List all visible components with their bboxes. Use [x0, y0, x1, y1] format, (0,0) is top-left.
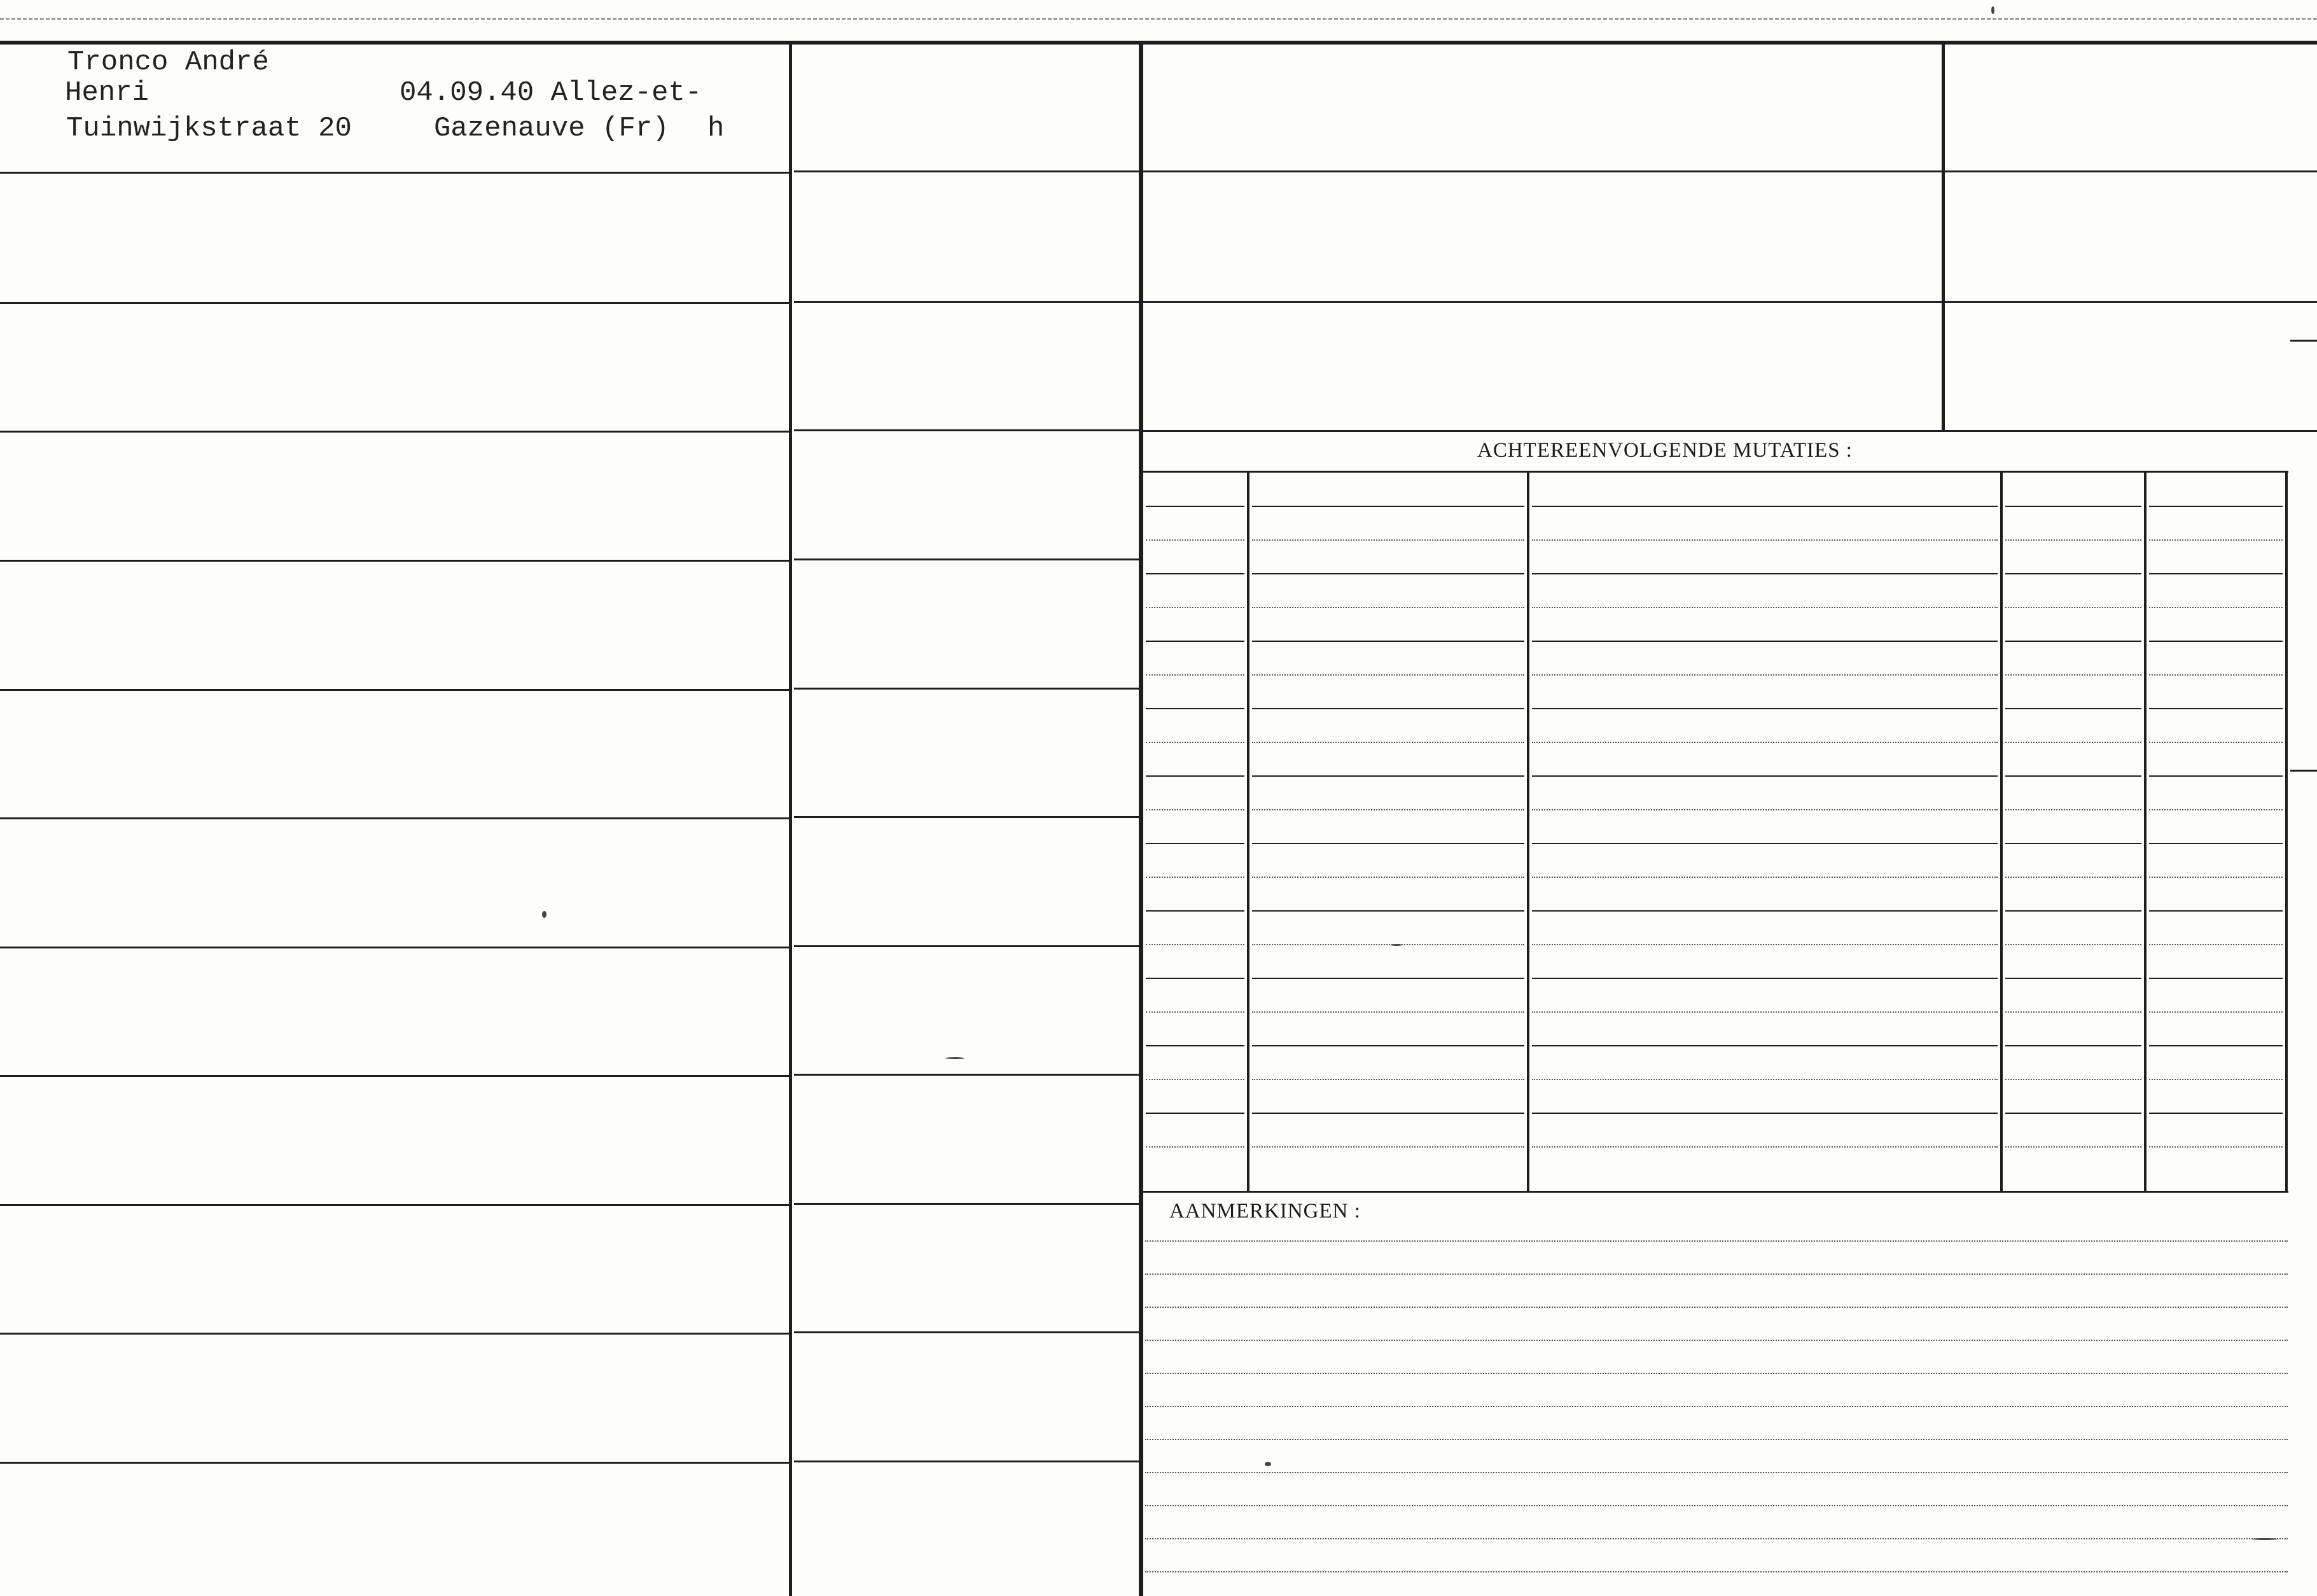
aanmerkingen-line: [1145, 1240, 2288, 1242]
mutaties-row-line: [1252, 1113, 1524, 1114]
mutaties-row-line: [1252, 506, 1524, 507]
mutaties-row-line: [1146, 674, 1244, 676]
right-top-row-rule-3: [1143, 430, 2317, 432]
mutaties-row-line: [1532, 607, 1998, 608]
mutaties-row-line: [1252, 910, 1524, 912]
right-top-row-rule-2: [1143, 301, 2317, 303]
mutaties-row-line: [2005, 506, 2141, 507]
mutaties-row-line: [1532, 1011, 1998, 1013]
scan-speck: [1265, 1462, 1271, 1466]
mutaties-row-line: [1532, 1045, 1998, 1046]
mutaties-row-line: [1252, 1079, 1524, 1080]
mutaties-row-line: [2149, 1079, 2283, 1080]
mutaties-row-line: [2149, 742, 2283, 743]
mutaties-row-line: [2149, 1113, 2283, 1114]
mutaties-row-line: [2005, 573, 2141, 574]
address: Tuinwijkstraat 20: [66, 113, 352, 144]
name-line-1: Tronco André: [67, 46, 269, 78]
mutaties-row-line: [2149, 573, 2283, 574]
mutaties-heading: ACHTEREENVOLGENDE MUTATIES :: [1477, 439, 1853, 462]
mutaties-row-line: [2149, 910, 2283, 912]
mutaties-row-line: [1146, 573, 1244, 574]
birth-place-continued: Gazenauve (Fr): [434, 113, 669, 144]
mutaties-row-line: [1532, 742, 1998, 743]
mutaties-row-line: [2149, 607, 2283, 608]
middle-row-rule: [794, 688, 1139, 690]
mutaties-row-line: [1252, 573, 1524, 574]
mutaties-row-line: [2149, 506, 2283, 507]
mutaties-row-line: [1146, 1045, 1244, 1046]
mutaties-row-line: [2005, 1146, 2141, 1148]
mutaties-row-line: [1252, 775, 1524, 777]
mutaties-row-line: [1252, 641, 1524, 642]
mutaties-row-line: [2149, 843, 2283, 844]
mutaties-row-line: [1532, 809, 1998, 810]
mutaties-row-line: [1532, 1146, 1998, 1148]
middle-row-rule: [794, 429, 1139, 431]
mutaties-row-line: [2005, 674, 2141, 676]
scan-speck: [945, 1057, 964, 1059]
mutaties-row-line: [2005, 1011, 2141, 1013]
mutaties-row-line: [2005, 809, 2141, 810]
scan-speck: [542, 911, 546, 918]
mutaties-row-line: [1532, 506, 1998, 507]
mutaties-row-line: [1146, 944, 1244, 945]
mutaties-row-line: [2005, 843, 2141, 844]
mutaties-row-line: [1532, 910, 1998, 912]
left-row-rule: [0, 1204, 789, 1206]
mutaties-row-line: [2149, 708, 2283, 709]
mutaties-row-line: [2149, 775, 2283, 777]
mutaties-row-line: [1252, 1045, 1524, 1046]
mutaties-row-line: [1252, 1011, 1524, 1013]
mutaties-row-line: [1252, 1146, 1524, 1148]
column-divider-center: [1139, 45, 1143, 1596]
mutaties-row-line: [1146, 1079, 1244, 1080]
right-top-row-rule-1: [1143, 170, 2317, 172]
mutaties-col-3: [2000, 472, 2003, 1192]
mutaties-row-line: [2005, 1045, 2141, 1046]
mutaties-row-line: [1532, 877, 1998, 878]
mutaties-row-line: [2005, 607, 2141, 608]
mutaties-row-line: [1146, 910, 1244, 912]
left-row-rule: [0, 1333, 789, 1335]
mutaties-row-line: [2005, 877, 2141, 878]
mutaties-row-line: [2005, 910, 2141, 912]
mutaties-row-line: [1252, 978, 1524, 979]
aanmerkingen-line: [1145, 1340, 2288, 1341]
middle-row-rule: [794, 1203, 1139, 1205]
sex-code: h: [707, 113, 725, 144]
mutaties-row-line: [1532, 1113, 1998, 1114]
aanmerkingen-line: [1145, 1273, 2288, 1275]
left-row-rule: [0, 431, 789, 433]
mutaties-col-2: [1527, 472, 1529, 1192]
left-row-rule: [0, 560, 789, 562]
mutaties-row-line: [1252, 708, 1524, 709]
mutaties-top-rule: [1143, 471, 2288, 473]
top-edge-artifact: [0, 18, 2317, 20]
mutaties-row-line: [2005, 1113, 2141, 1114]
mutaties-col-1: [1247, 472, 1249, 1192]
middle-row-rule: [794, 816, 1139, 818]
aanmerkingen-line: [1145, 1307, 2288, 1308]
aanmerkingen-heading: AANMERKINGEN :: [1169, 1200, 1361, 1223]
mutaties-row-line: [1532, 1079, 1998, 1080]
mutaties-row-line: [1532, 775, 1998, 777]
top-rule: [0, 41, 2317, 45]
mutaties-row-line: [1532, 641, 1998, 642]
mutaties-col-4: [2144, 472, 2147, 1192]
mutaties-row-line: [2149, 809, 2283, 810]
mutaties-row-line: [2149, 539, 2283, 541]
left-row-rule: [0, 689, 789, 691]
mutaties-row-line: [2149, 641, 2283, 642]
mutaties-row-line: [1252, 539, 1524, 541]
mutaties-row-line: [2005, 775, 2141, 777]
mutaties-row-line: [2149, 1146, 2283, 1148]
mutaties-row-line: [2149, 1045, 2283, 1046]
left-row-rule: [0, 172, 789, 174]
mutaties-row-line: [1532, 573, 1998, 574]
mutaties-row-line: [1146, 775, 1244, 777]
aanmerkingen-line: [1145, 1373, 2288, 1374]
mutaties-row-line: [1532, 674, 1998, 676]
mutaties-row-line: [1252, 607, 1524, 608]
left-row-rule: [0, 1075, 789, 1077]
mutaties-row-line: [1252, 742, 1524, 743]
mutaties-row-line: [1146, 1146, 1244, 1148]
aanmerkingen-line: [1145, 1538, 2288, 1539]
middle-row-rule: [794, 1331, 1139, 1333]
scan-speck: [1391, 944, 1402, 946]
middle-row-rule: [794, 1074, 1139, 1076]
aanmerkingen-line: [1145, 1571, 2288, 1572]
margin-tick-1: [2290, 340, 2317, 342]
mutaties-row-line: [1146, 641, 1244, 642]
mutaties-row-line: [2149, 877, 2283, 878]
mutaties-row-line: [2005, 742, 2141, 743]
mutaties-row-line: [1532, 978, 1998, 979]
mutaties-row-line: [1252, 843, 1524, 844]
mutaties-row-line: [1146, 539, 1244, 541]
mutaties-bottom-rule: [1143, 1191, 2288, 1193]
left-row-rule: [0, 947, 789, 948]
mutaties-row-line: [2149, 1011, 2283, 1013]
aanmerkingen-line: [1145, 1439, 2288, 1440]
mutaties-col-right: [2285, 472, 2288, 1192]
mutaties-row-line: [1146, 877, 1244, 878]
scan-speck: [1991, 6, 1994, 14]
mutaties-row-line: [2149, 674, 2283, 676]
mutaties-row-line: [2005, 944, 2141, 945]
aanmerkingen-line: [1145, 1505, 2288, 1506]
mutaties-row-line: [2149, 978, 2283, 979]
middle-row-rule: [794, 170, 1139, 172]
column-divider-right-top: [1942, 45, 1945, 431]
mutaties-row-line: [2149, 944, 2283, 945]
mutaties-row-line: [1532, 944, 1998, 945]
mutaties-row-line: [1252, 877, 1524, 878]
mutaties-row-line: [1532, 708, 1998, 709]
mutaties-row-line: [1532, 843, 1998, 844]
name-line-2: Henri: [65, 77, 150, 109]
mutaties-row-line: [1146, 809, 1244, 810]
mutaties-row-line: [1146, 1011, 1244, 1013]
mutaties-row-line: [2005, 978, 2141, 979]
middle-row-rule: [794, 301, 1139, 303]
column-divider-left: [789, 45, 792, 1596]
mutaties-row-line: [1146, 607, 1244, 608]
scan-speck: [2252, 1538, 2278, 1540]
mutaties-row-line: [1252, 809, 1524, 810]
left-row-rule: [0, 302, 789, 304]
birth-date-place: 04.09.40 Allez-et-: [400, 77, 702, 109]
mutaties-row-line: [1252, 944, 1524, 945]
mutaties-row-line: [1146, 843, 1244, 844]
left-row-rule: [0, 817, 789, 819]
middle-row-rule: [794, 559, 1139, 560]
aanmerkingen-line: [1145, 1472, 2288, 1473]
mutaties-row-line: [1532, 539, 1998, 541]
middle-row-rule: [794, 945, 1139, 947]
margin-tick-2: [2290, 770, 2317, 772]
mutaties-row-line: [1146, 978, 1244, 979]
middle-row-rule: [794, 1461, 1139, 1462]
mutaties-row-line: [1146, 506, 1244, 507]
mutaties-row-line: [2005, 1079, 2141, 1080]
mutaties-row-line: [2005, 708, 2141, 709]
mutaties-row-line: [1146, 1113, 1244, 1114]
mutaties-row-line: [2005, 641, 2141, 642]
mutaties-row-line: [2005, 539, 2141, 541]
mutaties-row-line: [1146, 742, 1244, 743]
mutaties-row-line: [1146, 708, 1244, 709]
aanmerkingen-line: [1145, 1406, 2288, 1407]
left-row-rule: [0, 1462, 789, 1464]
mutaties-row-line: [1252, 674, 1524, 676]
